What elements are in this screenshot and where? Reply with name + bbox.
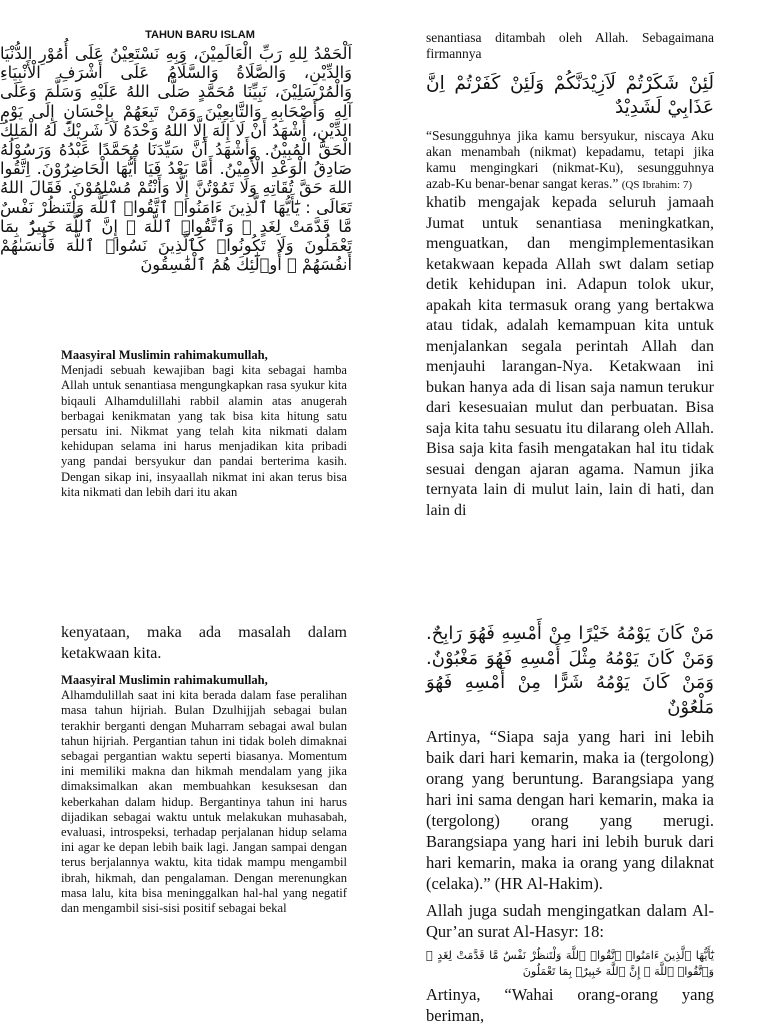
verse-citation: (QS Ibrahim: 7) xyxy=(621,179,693,191)
page-title: TAHUN BARU ISLAM xyxy=(145,29,255,41)
body-paragraph: Alhamdulillah saat ini kita berada dalam fase peralihan masa tahun hijriah. Bulan Dzulhijjah sebagai bulan terakhir berganti dengan Muharram sebagai awal bulan tahun hijriah. Pergantian tahun ini tidak boleh dimaknai sebagai pergantian waktu seperti biasanya. Momentum ini memiliki makna dan hikmah mendalam yang jika dimaksimalkan akan membuahkan kesuksesan dan keberkahan dalam hidup. Bergantinya tahun ini harus dijadikan sebagai waktu untuk melakukan muhasabah, evaluasi, introspeksi, terhadap perjalanan hidup selama ini agar ke depan lebih baik lagi. Jangan sampai dengan terus berjalannya waktu, kita tidak mampu mengambil ibrah, hikmah, dan pengalaman. Dengan merenungkan masa lalu, kita bisa meninggalkan hal-hal yang negatif dan mengambil sisi-sisi positif sebagai bekal xyxy=(61,688,347,916)
right-column-page1-text xyxy=(426,30,714,521)
left-column-page2-text xyxy=(61,623,347,916)
greeting-heading: Maasyiral Muslimin rahimakumullah, xyxy=(61,673,268,687)
translation-text: “Sesungguhnya jika kamu bersyukur, niscaya Aku akan menambah (nikmat) kepadamu, tetapi jika kamu mengingkari (nikmat-Ku), sesungguhnya azab-Ku benar-benar sangat keras.” xyxy=(426,128,714,191)
arabic-opening-prayer: اَلْحَمْدُ لِلهِ رَبِّ الْعَالَمِيْنَ، وَبِهِ نَسْتَعِيْنُ عَلَى أُمُوْرِ الدُّنْيَا وَالدِّيْنِ، وَالصَّلَاةُ وَالسَّلَامُ عَلَى أَشْرَفِ الْأَنْبِيَاءِ وَالْمُرْسَلِيْنَ، نَبِيِّنَا مُحَمَّدٍ صَلَّى اللهُ عَلَيْهِ وَسَلَّمَ وَعَلَى آلِهِ وَأَصْحَابِهِ وَالتَّابِعِيْنَ وَمَنْ تَبِعَهُمْ بِإِحْسَانٍ إِلَى يَوْمِ الدِّيْنِ، أَشْهَدُ أَنْ لَا إِلَهَ إِلَّا اللهُ وَحْدَهُ لَا شَرِيْكَ لَهُ الْمَلِكُ الْحَقُّ الْمُبِيْنُ. وَأَشْهَدُ أَنَّ سَيِّدَنَا مُحَمَّدًا عَبْدُهُ وَرَسُوْلُهُ صَادِقُ الْوَعْدِ الْأَمِيْنُ. أَمَّا بَعْدُ فَيَا أَيُّهَا الْحَاضِرُوْنَ. اِتَّقُوا اللهَ حَقَّ تُقَاتِهِ وَلَا تَمُوْتُنَّ إِلَّا وَأَنْتُمْ مُسْلِمُوْنَ. فَقَالَ اللهُ تَعَالَى : يَٰٓأَيُّهَا ٱلَّذِينَ ءَامَنُوا۟ ٱتَّقُوا۟ ٱللَّهَ وَلْتَنظُرْ نَفْسٌ مَّا قَدَّمَتْ لِغَدٍ ۖ وَٱتَّقُوا۟ ٱللَّهَ ۚ إِنَّ ٱللَّهَ خَبِيرٌۢ بِمَا تَعْمَلُونَ وَلَا تَكُونُوا۟ كَٱلَّذِينَ نَسُوا۟ ٱللَّهَ فَأَنسَىٰهُمْ أَنفُسَهُمْ ۚ أُو۟لَٰٓئِكَ هُمُ ٱلْفَٰسِقُونَ xyxy=(0,44,352,275)
arabic-verse-ibrahim: لَئِنْ شَكَرْتُمْ لَاَزِيْدَنَّكُمْ وَلَئِنْ كَفَرْتُمْ اِنَّ عَذَابِيْ لَشَدِيْدٌ xyxy=(426,73,714,118)
body-paragraph: khatib mengajak kepada seluruh jamaah Jumat untuk senantiasa meningkatkan, menguatkan, dan mengimplementasikan ketakwaan kepada Allah swt dalam setiap detik kehidupan ini. Adapun tolok ukur, apakah kita termasuk orang yang bertakwa atau tidak, adalah kemampuan kita untuk menjalankan segala perintah Allah dan menjauhi larangan-Nya. Ketakwaan ini bukan hanya ada di lisan saja namun terukur dari kesesuaian mulut dan perbuatan. Bisa saja kita tahu sesuatu itu dilarang oleh Allah. Bisa saja kita fasih mengatakan hal itu tidak sesuai dengan ajaran agama. Namun jika ternyata lain di mulut lain, lain di hati, dan lain di xyxy=(426,194,714,519)
arabic-hadith: مَنْ كَانَ يَوْمُهُ خَيْرًا مِنْ أَمْسِهِ فَهُوَ رَابِحٌ. وَمَنْ كَانَ يَوْمُهُ مِثْلَ أَمْسِهِ فَهُوَ مَغْبُوْنٌ. وَمَنْ كَانَ يَوْمُهُ شَرًّا مِنْ أَمْسِهِ فَهُوَ مَلْعُوْنٌ xyxy=(426,623,714,718)
body-paragraph: Menjadi sebuah kewajiban bagi kita sebagai hamba Allah untuk senantiasa mengungkapkan rasa syukur kita biqauli Alhamdulillahi rabbil alamin atas anugerah berbagai kenikmatan yang tak bisa kita hitung satu persatu ini. Nikmat yang telah kita nikmati dalam kehidupan selama ini harus menjadikan kita pribadi yang pandai bersyukur dan pandai berterima kasih. Dengan sikap ini, insyaallah nikmat ini akan terus bisa kita nikmati dan lebih dari itu akan xyxy=(61,363,347,499)
greeting-heading: Maasyiral Muslimin rahimakumullah, xyxy=(61,348,268,362)
verse-intro: senantiasa ditambah oleh Allah. Sebagaimana firmannya xyxy=(426,30,714,61)
right-column-page2-text xyxy=(426,622,714,1026)
verse-intro: Allah juga sudah mengingatkan dalam Al-Qur’an surat Al-Hasyr: 18: xyxy=(426,901,714,941)
hadith-translation: Artinya, “Siapa saja yang hari ini lebih baik dari hari kemarin, maka ia (tergolong) orang yang beruntung. Barangsiapa yang hari ini sama dengan hari kemarin, maka ia (tergolong) orang yang merugi. Barangsiapa yang hari ini lebih buruk dari hari kemarin, maka ia orang yang dilaknat (celaka).” (HR Al-Hakim). xyxy=(426,727,714,893)
arabic-verse-alhasyr: يَٰٓأَيُّهَا ٱلَّذِينَ ءَامَنُوا۟ ٱتَّقُوا۟ ٱللَّهَ وَلْتَنظُرْ نَفْسٌ مَّا قَدَّمَتْ لِغَدٍ ۖ وَٱتَّقُوا۟ ٱللَّهَ ۚ إِنَّ ٱللَّهَ خَبِيرٌۢ بِمَا تَعْمَلُونَ xyxy=(426,949,714,978)
verse-translation xyxy=(426,128,714,193)
left-column-page1-text xyxy=(61,348,347,500)
trailing-translation: Artinya, “Wahai orang-orang yang beriman, xyxy=(426,985,714,1025)
continuation-paragraph: kenyataan, maka ada masalah dalam ketakwaan kita. xyxy=(61,624,347,662)
